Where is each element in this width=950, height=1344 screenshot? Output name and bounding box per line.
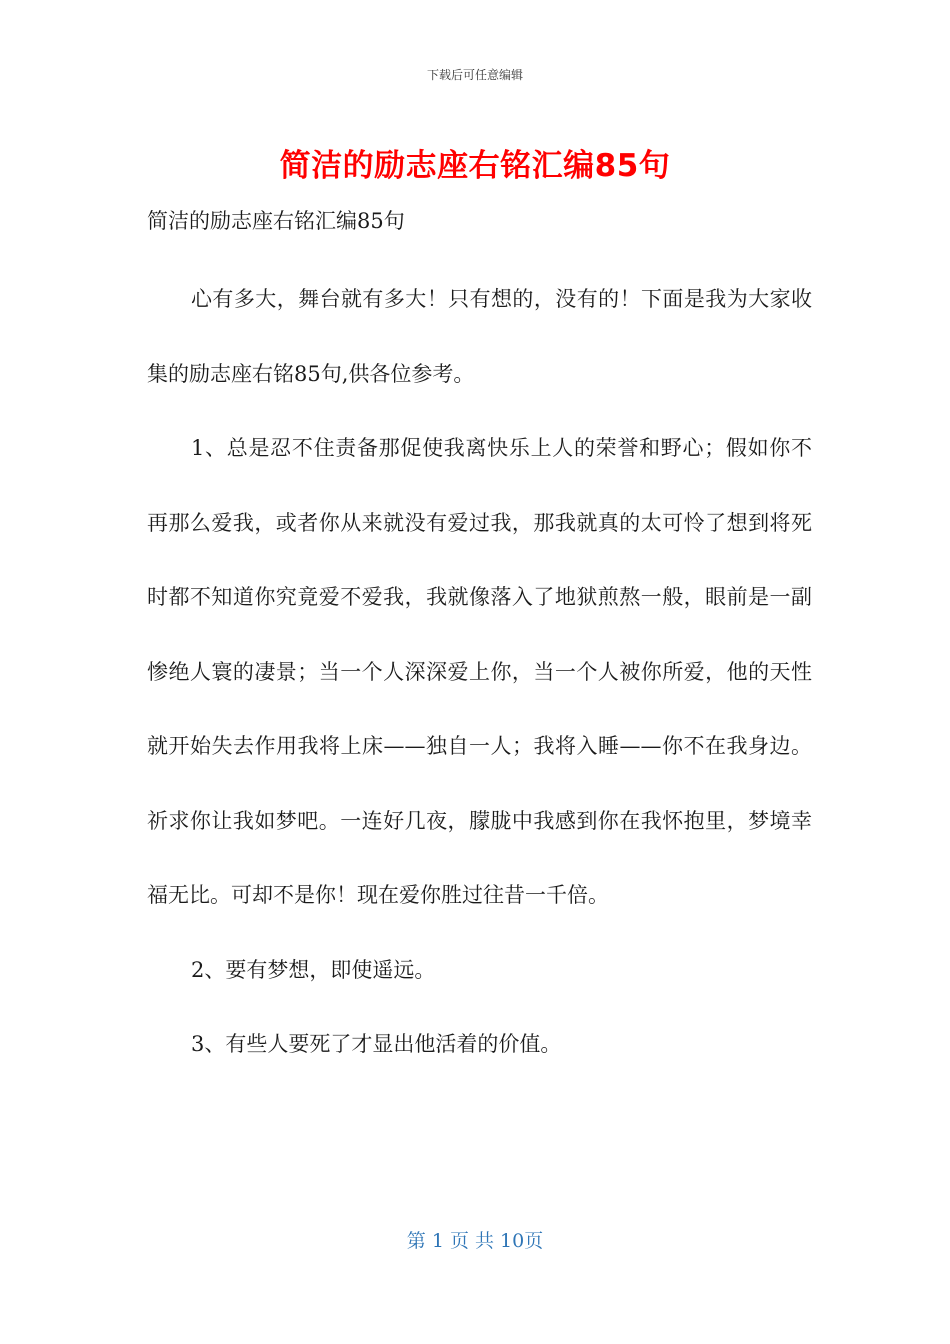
paragraph-item-1: 1、总是忍不住责备那促使我离快乐上人的荣誉和野心；假如你不再那么爱我，或者你从来就没有爱过我，那我就真的太可怜了想到将死时都不知道你究竟爱不爱我，我就像落入了地狱煎熬一般，眼前是一副惨绝人寰的凄景；当一个人深深爱上你，当一个人被你所爱，他的天性就开始失去作用我将上床——独自一人；我将入睡——你不在我身边。祈求你让我如梦吧。一连好几夜，朦胧中我感到你在我怀抱里，梦境幸福无比。可却不是你！现在爱你胜过往昔一千倍。 bbox=[147, 436, 812, 907]
document-title: 简洁的励志座右铭汇编85句 bbox=[279, 148, 671, 184]
document-subtitle: 简洁的励志座右铭汇编85句 bbox=[147, 209, 405, 233]
page-number-footer: 第 1 页 共 10页 bbox=[406, 1230, 544, 1252]
paragraph-item-2: 2、要有梦想，即使遥远。 bbox=[191, 957, 436, 982]
paragraph-intro: 心有多大，舞台就有多大！只有想的，没有的！下面是我为大家收集的励志座右铭85句,供各位参考。 bbox=[147, 287, 812, 386]
paragraph-item-3: 3、有些人要死了才显出他活着的价值。 bbox=[191, 1032, 562, 1056]
document-body bbox=[147, 262, 812, 1082]
header-note: 下载后可任意编辑 bbox=[426, 68, 523, 82]
